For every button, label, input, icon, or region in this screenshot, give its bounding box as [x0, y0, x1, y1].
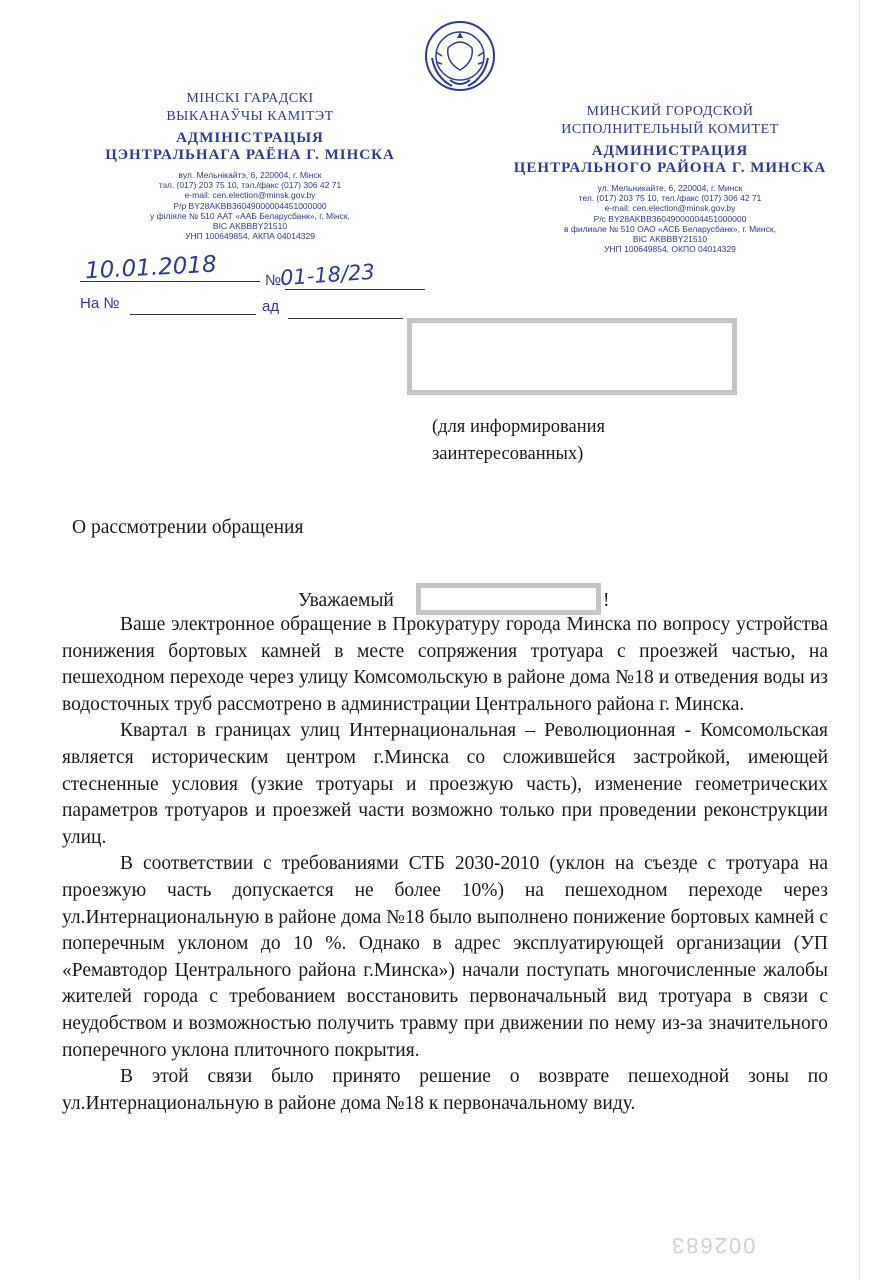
- header-left-detail: тэл. (017) 203 75 10, тэл./факс (017) 306 42 71: [158, 180, 342, 191]
- incoming-ref-from: ад: [262, 298, 280, 315]
- header-right-detail: тел. (017) 203 75 10, тел./факс (017) 306 42 71: [578, 193, 762, 204]
- greeting-punct: !: [603, 590, 610, 611]
- header-right-detail: УНП 100649854, ОКПО 04014329: [604, 244, 736, 255]
- stamp-number: 002683: [670, 1233, 756, 1258]
- header-left-detail: ВІС AKBBBY21510: [212, 221, 288, 232]
- header-right-details: [490, 183, 850, 254]
- header-left-detail: e-mail: cen.election@minsk.gov.by: [184, 190, 316, 201]
- header-right-line2: ИСПОЛНИТЕЛЬНЫЙ КОМИТЕТ: [561, 122, 779, 137]
- greeting-word: Уважаемый: [298, 590, 394, 611]
- outgoing-number-label: №: [265, 272, 282, 289]
- header-right-line4: ЦЕНТРАЛЬНОГО РАЙОНА Г. МИНСКА: [513, 160, 827, 176]
- recipient-note-line1: (для информирования: [432, 417, 606, 437]
- header-right-line3: АДМИНИСТРАЦИЯ: [591, 143, 749, 159]
- header-left-detail: вул. Мельнікайтэ, 6, 220004, г. Мінск: [178, 170, 322, 180]
- redacted-name: [416, 583, 601, 615]
- header-left-line2: ВЫКАНАЎЧЫ КАМІТЭТ: [166, 109, 334, 124]
- header-right-detail: Р/с BY28AKBB36049000004451000000: [593, 213, 747, 224]
- header-right-russian: [490, 103, 850, 254]
- page-edge: [859, 0, 860, 1280]
- redacted-recipient: [407, 318, 737, 395]
- registration-date: 10.01.2018: [84, 251, 218, 285]
- body-paragraph: В этой связи было принято решение о возврате пешеходной зоны по ул.Интернациональную в районе дома №18 к первоначальному виду.: [62, 1066, 828, 1114]
- header-right-detail: e-mail: cen.election@minsk.gov.by: [604, 203, 736, 214]
- letter-body: [62, 612, 828, 1117]
- incoming-ref-line: [130, 314, 256, 315]
- header-left-detail: УНП 100649854, АКПА 04014329: [185, 231, 315, 242]
- recipient-note-line2: заинтересованных): [432, 444, 584, 464]
- number-underline: [285, 289, 425, 290]
- header-left-detail: Р/р BY28AKBB36049000004451000000: [173, 200, 327, 211]
- recipient-note: [432, 414, 605, 468]
- header-right-line1: МИНСКИЙ ГОРОДСКОЙ: [586, 104, 754, 119]
- header-left-details: [70, 170, 430, 241]
- incoming-ref-label: На №: [80, 295, 120, 312]
- header-left-line3: АДМІНІСТРАЦЫЯ: [176, 130, 324, 146]
- registration-number: 01-18/23: [279, 259, 376, 291]
- header-left-line4: ЦЭНТРАЛЬНАГА РАЁНА Г. МІНСКА: [105, 147, 395, 163]
- body-paragraph: Ваше электронное обращение в Прокуратуру города Минска по вопросу устройства понижения бортовых камней в месте сопряжения тротуара с проезжей частью, на пешеходном переходе через улицу Комсомольскую в районе дома №18 и отведения воды из водосточных труб рассмотрено в администрации Центрального района г. Минска.: [62, 614, 828, 715]
- header-left-line1: МІНСКІ ГАРАДСКІ: [186, 91, 314, 106]
- body-paragraph: В соответствии с требованиями СТБ 2030-2010 (уклон на съезде с тротуара на проезжую часть допускается не более 10%) на пешеходном переходе через ул.Интернациональную в районе дома №18 было выполнено понижение бортовых камней с поперечным уклоном до 10 %. Однако в адрес эксплуатирующей организации (УП «Ремавтодор Центрального района г.Минска») начали поступать многочисленные жалобы жителей города с требованием восстановить первоначальный вид тротуара в связи с неудобством и возможностью получить травму при движении по нему из-за значительного поперечного уклона плиточного покрытия.: [62, 853, 828, 1061]
- header-left-belarusian: [70, 90, 430, 241]
- body-paragraph: Квартал в границах улиц Интернациональная – Революционная - Комсомольская является историческим центром г.Минска со сложившейся застройкой, имеющей стесненные условия (узкие тротуары и проезжую часть), изменение геометрических параметров тротуаров и проезжей части возможно только при проведении реконструкции улиц.: [62, 720, 828, 848]
- header-right-detail: ул. Мельникайте, 6, 220004, г. Минск: [597, 183, 743, 193]
- header-left-detail: у філіяле № 510 ААТ «ААБ Беларусбанк», г. Мінск,: [149, 210, 351, 221]
- incoming-ref-date-line: [288, 318, 403, 319]
- letter-subject: О рассмотрении обращения: [72, 517, 304, 538]
- header-right-detail: ВІС AKBBBY21510: [632, 234, 708, 245]
- state-emblem-icon: [422, 18, 498, 94]
- greeting: [298, 590, 610, 612]
- header-right-detail: в филиале № 510 ОАО «АСБ Беларусбанк», г. Минск,: [564, 223, 776, 234]
